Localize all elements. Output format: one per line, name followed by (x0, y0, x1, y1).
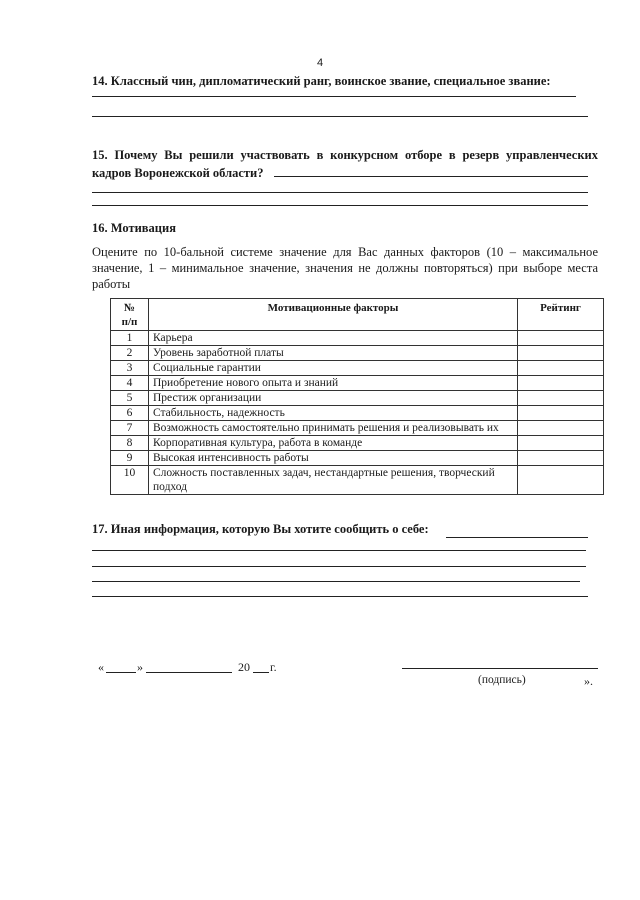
section-17-heading: 17. Иная информация, которую Вы хотите сообщить о себе: (92, 522, 429, 536)
section-14-answer-line-1[interactable] (92, 96, 576, 97)
row-number: 8 (111, 436, 149, 451)
table-row (111, 391, 604, 406)
section-14-answer-line-2[interactable] (92, 116, 588, 117)
header-number-line-2: п/п (121, 316, 138, 328)
rating-cell[interactable] (518, 376, 604, 391)
motivation-table-header (111, 299, 604, 331)
section-15-answer-line-3[interactable] (92, 205, 588, 206)
section-17-answer-line-1[interactable] (446, 537, 588, 538)
date-year-suffix: г. (270, 660, 277, 674)
table-row (111, 331, 604, 346)
section-16-heading: 16. Мотивация (92, 221, 176, 235)
section-17-answer-line-2[interactable] (92, 550, 586, 551)
row-number: 7 (111, 421, 149, 436)
rating-cell[interactable] (518, 436, 604, 451)
table-row (111, 466, 604, 495)
header-rating: Рейтинг (518, 299, 604, 331)
section-17-answer-line-5[interactable] (92, 596, 588, 597)
row-factor: Сложность поставленных задач, нестандартные решения, творческий подход (149, 466, 518, 495)
row-number: 9 (111, 451, 149, 466)
section-15-heading-line-2: кадров Воронежской области? (92, 166, 264, 180)
table-row (111, 421, 604, 436)
table-row (111, 406, 604, 421)
section-17-answer-line-3[interactable] (92, 566, 586, 567)
row-factor: Возможность самостоятельно принимать решения и реализовывать их (149, 421, 518, 436)
closing-quote: ». (584, 674, 593, 688)
rating-cell[interactable] (518, 331, 604, 346)
row-factor: Стабильность, надежность (149, 406, 518, 421)
row-number: 4 (111, 376, 149, 391)
date-close-quote: » (137, 660, 143, 674)
rating-cell[interactable] (518, 361, 604, 376)
date-year-prefix: 20 (238, 660, 250, 674)
row-factor: Уровень заработной платы (149, 346, 518, 361)
page-number: 4 (316, 57, 324, 69)
row-factor: Корпоративная культура, работа в команде (149, 436, 518, 451)
table-row (111, 436, 604, 451)
section-16-instruction: Оцените по 10-бальной системе значение для Вас данных факторов (10 – максимальное значение, 1 – минимальное значение, значения не должны повторяться) при выборе места работы (92, 245, 598, 291)
date-year-field[interactable] (253, 672, 269, 673)
signature-label: (подпись) (478, 674, 526, 686)
section-15-heading-line-1: 15. Почему Вы решили участвовать в конкурсном отборе в резерв управленческих (92, 148, 598, 162)
row-number: 5 (111, 391, 149, 406)
table-row (111, 376, 604, 391)
row-number: 1 (111, 331, 149, 346)
table-row (111, 451, 604, 466)
row-factor: Социальные гарантии (149, 361, 518, 376)
section-15-answer-line-2[interactable] (92, 192, 588, 193)
rating-cell[interactable] (518, 406, 604, 421)
row-number: 2 (111, 346, 149, 361)
signature-line[interactable] (402, 668, 598, 669)
row-factor: Престиж организации (149, 391, 518, 406)
section-15-answer-line-1[interactable] (274, 176, 588, 177)
rating-cell[interactable] (518, 391, 604, 406)
rating-cell[interactable] (518, 451, 604, 466)
row-number: 10 (111, 466, 149, 495)
date-day-field[interactable] (106, 672, 136, 673)
date-month-field[interactable] (146, 672, 232, 673)
header-number-line-1: № (123, 302, 136, 314)
row-factor: Приобретение нового опыта и знаний (149, 376, 518, 391)
date-open-quote: « (98, 660, 104, 674)
row-number: 6 (111, 406, 149, 421)
table-row (111, 361, 604, 376)
section-14-heading: 14. Классный чин, дипломатический ранг, воинское звание, специальное звание: (92, 74, 551, 88)
header-number (111, 299, 149, 331)
rating-cell[interactable] (518, 346, 604, 361)
rating-cell[interactable] (518, 466, 604, 495)
table-row (111, 346, 604, 361)
header-factors: Мотивационные факторы (149, 299, 518, 331)
row-number: 3 (111, 361, 149, 376)
rating-cell[interactable] (518, 421, 604, 436)
row-factor: Высокая интенсивность работы (149, 451, 518, 466)
row-factor: Карьера (149, 331, 518, 346)
motivation-table (110, 298, 604, 495)
section-17-answer-line-4[interactable] (92, 581, 580, 582)
